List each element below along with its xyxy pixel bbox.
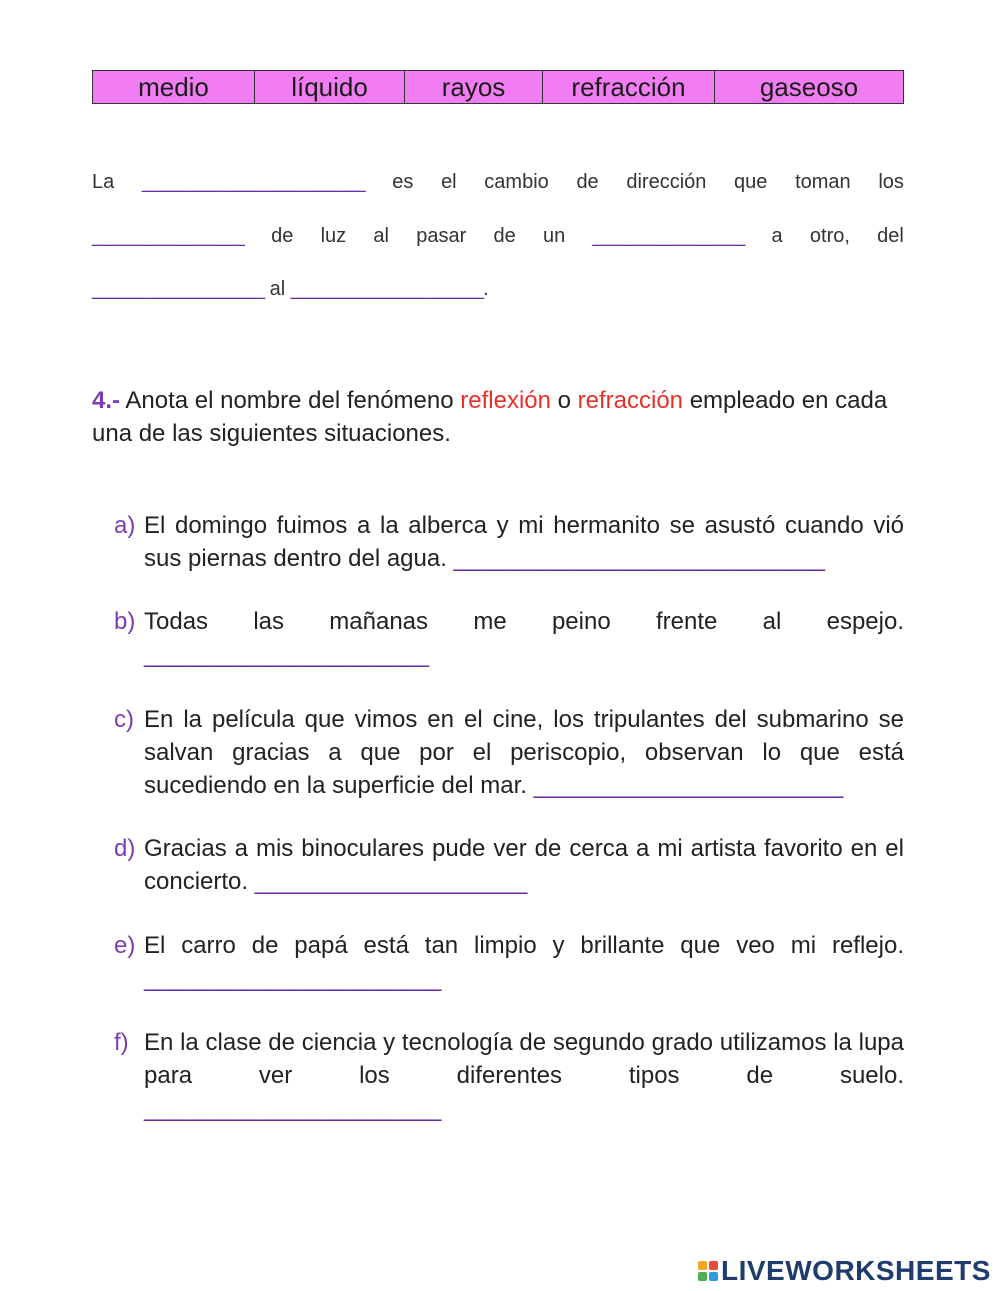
answer-blank-1[interactable]: ______________________ xyxy=(141,171,365,193)
fill-line-1: La ______________________ es el cambio de dirección que toman los xyxy=(92,171,904,193)
word-bank-liquido[interactable]: líquido xyxy=(255,71,405,103)
item-marker: c) xyxy=(114,706,134,733)
answer-blank-f[interactable]: ________________________ xyxy=(144,1095,441,1122)
answer-blank-d[interactable]: ______________________ xyxy=(254,868,527,895)
question-4-instructions: 4.- Anota el nombre del fenómeno reflexión o refracción empleado en cada una de las siguientes situaciones. xyxy=(92,387,894,447)
list-item-f: f) En la clase de ciencia y tecnología de segundo grado utilizamos la lupa para ver los diferentes tipos de suelo. ________________________ xyxy=(114,1026,904,1125)
term-refraccion: refracción xyxy=(577,387,684,414)
answer-blank-5[interactable]: ___________________ xyxy=(290,278,484,300)
word-bank-refraccion[interactable]: refracción xyxy=(543,71,715,103)
term-reflexion: reflexión xyxy=(460,387,551,414)
list-item-d: d) Gracias a mis binoculares pude ver de cerca a mi artista favorito en el concierto. ______________________ xyxy=(114,832,904,898)
word-bank-gaseoso[interactable]: gaseoso xyxy=(759,71,859,102)
list-item-a: a) El domingo fuimos a la alberca y mi hermanito se asustó cuando vió sus piernas dentro del agua. ______________________________ xyxy=(114,509,904,575)
liveworksheets-logo xyxy=(698,1256,991,1286)
answer-blank-2[interactable]: _______________ xyxy=(92,225,244,247)
answer-blank-4[interactable]: _________________ xyxy=(92,278,265,300)
answer-blank-3[interactable]: _______________ xyxy=(592,225,745,247)
question-number: 4.- xyxy=(92,387,121,414)
answer-blank-c[interactable]: _________________________ xyxy=(533,772,843,799)
answer-blank-b[interactable]: _______________________ xyxy=(144,641,428,668)
fill-line-3: _________________ al ___________________ . xyxy=(92,278,489,300)
list-item-e: e) El carro de papá está tan limpio y brillante que veo mi reflejo. ________________________ xyxy=(114,929,904,995)
word-bank-rayos[interactable]: rayos xyxy=(405,71,543,103)
logo-wordmark: LIVEWORKSHEETS xyxy=(721,1255,991,1286)
list-item-c: c) En la película que vimos en el cine, los tripulantes del submarino se salvan gracias a que por el periscopio, observan lo que está sucediendo en la superficie del mar. _________________________ xyxy=(114,703,904,802)
item-marker: e) xyxy=(114,932,136,959)
item-marker: f) xyxy=(114,1029,129,1056)
word-bank xyxy=(92,70,904,104)
item-marker: a) xyxy=(114,512,136,539)
answer-blank-e[interactable]: ________________________ xyxy=(144,965,441,992)
word-bank-medio[interactable]: medio xyxy=(93,71,255,103)
answer-blank-a[interactable]: ______________________________ xyxy=(453,545,824,572)
list-item-b: b) Todas las mañanas me peino frente al espejo. _______________________ xyxy=(114,605,904,671)
liveworksheets-logo-icon xyxy=(698,1261,718,1281)
fill-line-2: _______________ de luz al pasar de un _______________ a otro, del xyxy=(92,225,904,247)
item-marker: d) xyxy=(114,835,136,862)
item-marker: b) xyxy=(114,608,136,635)
